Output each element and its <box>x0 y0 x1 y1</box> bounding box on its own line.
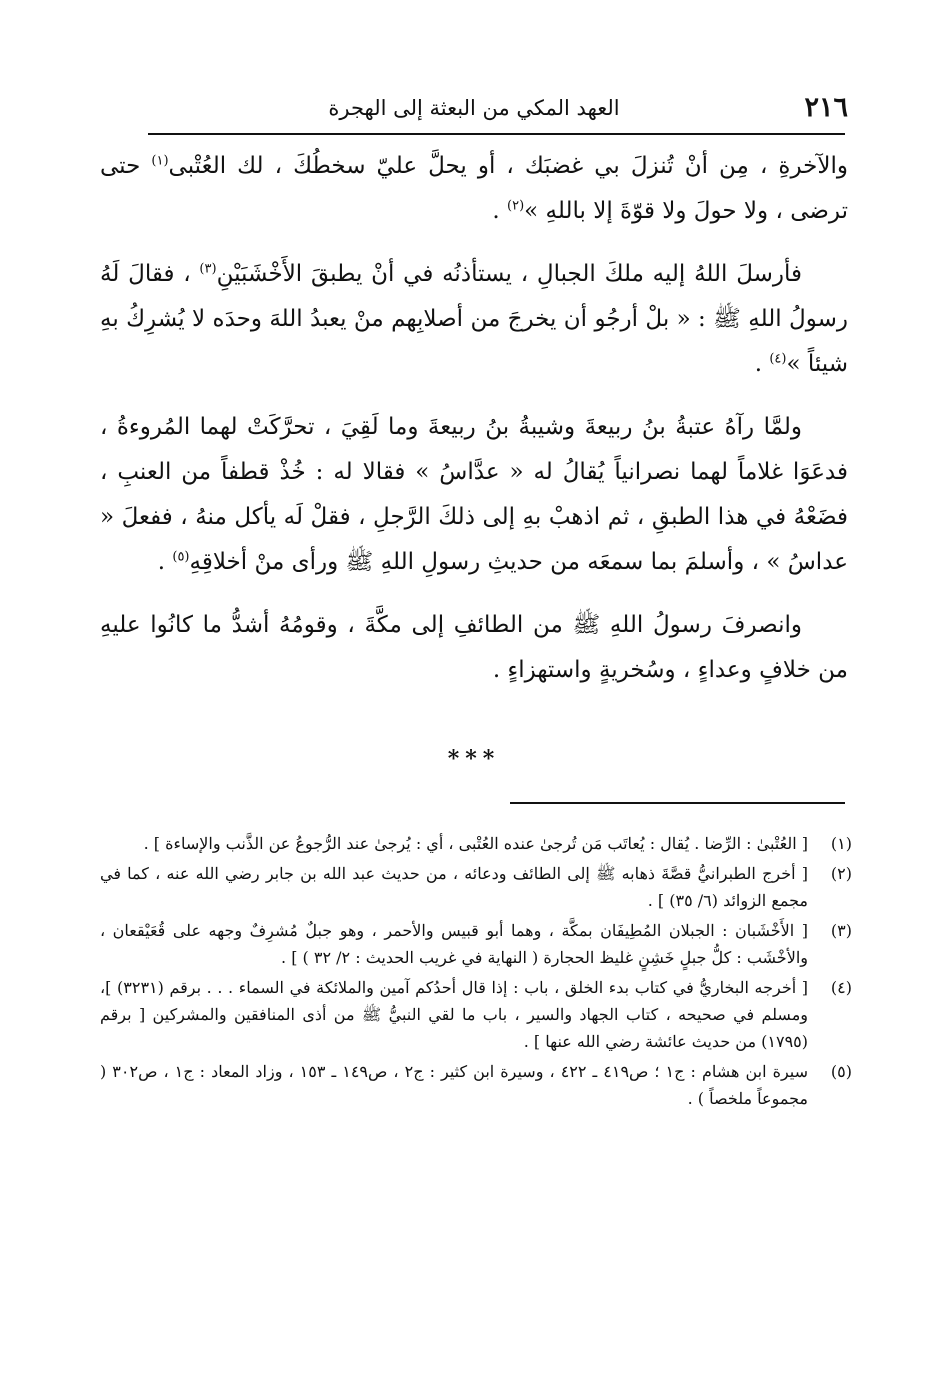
running-head <box>100 90 848 130</box>
footnote-5 <box>100 1058 852 1112</box>
footnote-number: (٣) <box>830 921 852 940</box>
paragraph-1-text-b: حتى ترضى ، ولا حولَ ولا قوّةَ إلا باللهِ » <box>100 153 848 224</box>
paragraph-1-text-c: . <box>492 198 508 224</box>
footnote-text: سيرة ابن هشام : ج١ ؛ ص٤١٩ ـ ٤٢٢ ، وسيرة ابن كثير : ج٢ ، ص١٤٩ ـ ١٥٣ ، وزاد المعاد : ج١ ، ص٣٠٢ ( مجموعاً ملخصاً ) . <box>100 1062 809 1108</box>
header-rule <box>148 133 845 135</box>
section-separator: *** <box>447 746 501 772</box>
footnote-number: (١) <box>830 834 852 853</box>
footnote-2 <box>100 860 852 914</box>
footnote-ref-1: (١) <box>151 153 169 169</box>
footnote-ref-2: (٢) <box>507 198 525 214</box>
footnote-number: (٥) <box>830 1062 852 1081</box>
footnote-text: [ العُتْبىٰ : الرِّضا . يُقال : يُعاتَب مَن تُرجىٰ عنده العُتْبى ، أي : يُرجىٰ عند الرُّجوعُ عن الذَّنب والإساءة ] . <box>143 834 808 853</box>
footnote-text: [ أخرجه البخاريُّ في كتاب بدء الخلق ، باب : إذا قال أحدُكم آمين والملائكة في السماء . . . برقم (٣٢٣١) ]، ومسلم في صحيحه ، كتاب الجهاد والسير ، باب ما لقي النبيُّ ﷺ من أذى المنافقين والمشركين [ برقم (١٧٩٥) من حديث عائشة رضي الله عنها ] . <box>100 978 809 1051</box>
footnote-number: (٤) <box>830 978 852 997</box>
paragraph-4-text: وانصرفَ رسولُ اللهِ ﷺ من الطائفِ إلى مكَّةَ ، وقومُهُ أشدُّ ما كانُوا عليهِ من خلافٍ وعداءٍ ، وسُخريةٍ واستهزاءٍ . <box>100 612 848 683</box>
paragraph-4 <box>100 603 848 693</box>
footnotes <box>100 830 852 1115</box>
page-number: ٢١٦ <box>804 92 848 123</box>
paragraph-1-text-a: والآخرةِ ، مِن أنْ تُنزلَ بي غضبَك ، أو يحلَّ عليّ سخطُكَ ، لك العُتْبى <box>168 153 849 179</box>
footnote-3 <box>100 917 852 971</box>
paragraph-2-text-a: فأرسلَ اللهُ إليه ملكَ الجبالِ ، يستأذنُه في أنْ يطبقَ الأَخْشَبَيْنِ <box>216 261 802 287</box>
main-text <box>100 144 848 711</box>
footnote-rule <box>510 802 845 804</box>
paragraph-3-text-a: ولمَّا رآهُ عتبةُ بنُ ربيعةَ وشيبةُ بنُ ربيعةَ وما لَقِيَ ، تحرَّكَتْ لهما المُروءةُ ، فدعَوَا غلاماً لهما نصرانياً يُقالُ له « عدَّاسُ » فقالا له : خُذْ قطفاً من العنبِ ، فضَعْهُ في هذا الطبقِ ، ثم اذهبْ بهِ إلى ذلكَ الرَّجلِ ، فقلْ لَه يأكل منهُ ، ففعلَ « عداسُ » ، وأسلمَ بما سمعَه من حديثِ رسولِ اللهِ ﷺ ورأى منْ أخلاقِهِ <box>100 414 848 575</box>
footnote-1 <box>100 830 852 857</box>
footnote-ref-5: (٥) <box>172 549 190 565</box>
paragraph-2-text-c: . <box>754 351 770 377</box>
paragraph-3 <box>100 405 848 585</box>
footnote-number: (٢) <box>830 864 852 883</box>
footnote-4 <box>100 974 852 1055</box>
footnote-text: [ أخرج الطبرانيُّ قصَّةَ ذهابه ﷺ إلى الطائف ودعائه ، من حديث عبد الله بن جابر رضي الله عنه ، كما في مجمع الزوائد (٦/ ٣٥) ] . <box>100 864 808 910</box>
paragraph-2 <box>100 252 848 387</box>
footnote-ref-3: (٣) <box>199 261 217 277</box>
paragraph-2-text-b: ، فقالَ لَهُ رسولُ اللهِ ﷺ : « بلْ أرجُو أن يخرجَ من أصلابِهم منْ يعبدُ اللهَ وحدَه لا يُشرِكُ بهِ شيئاً » <box>100 261 848 377</box>
footnote-ref-4: (٤) <box>769 351 787 367</box>
running-title: العهد المكي من البعثة إلى الهجرة <box>328 96 620 120</box>
footnote-text: [ الأَخْشَبان : الجبلان المُطِيفَان بمكَّة ، وهما أبو قبيس والأحمر ، وهو جبلٌ مُشرِفٌ وجهه على قُعَيْقعان ، والأخْشَب : كلُّ جبلٍ خَشِنٍ غليظ الحجارة ( النهاية في غريب الحديث : ٢/ ٣٢ ) ] . <box>100 921 808 967</box>
paragraph-1 <box>100 144 848 234</box>
paragraph-3-text-b: . <box>157 549 173 575</box>
